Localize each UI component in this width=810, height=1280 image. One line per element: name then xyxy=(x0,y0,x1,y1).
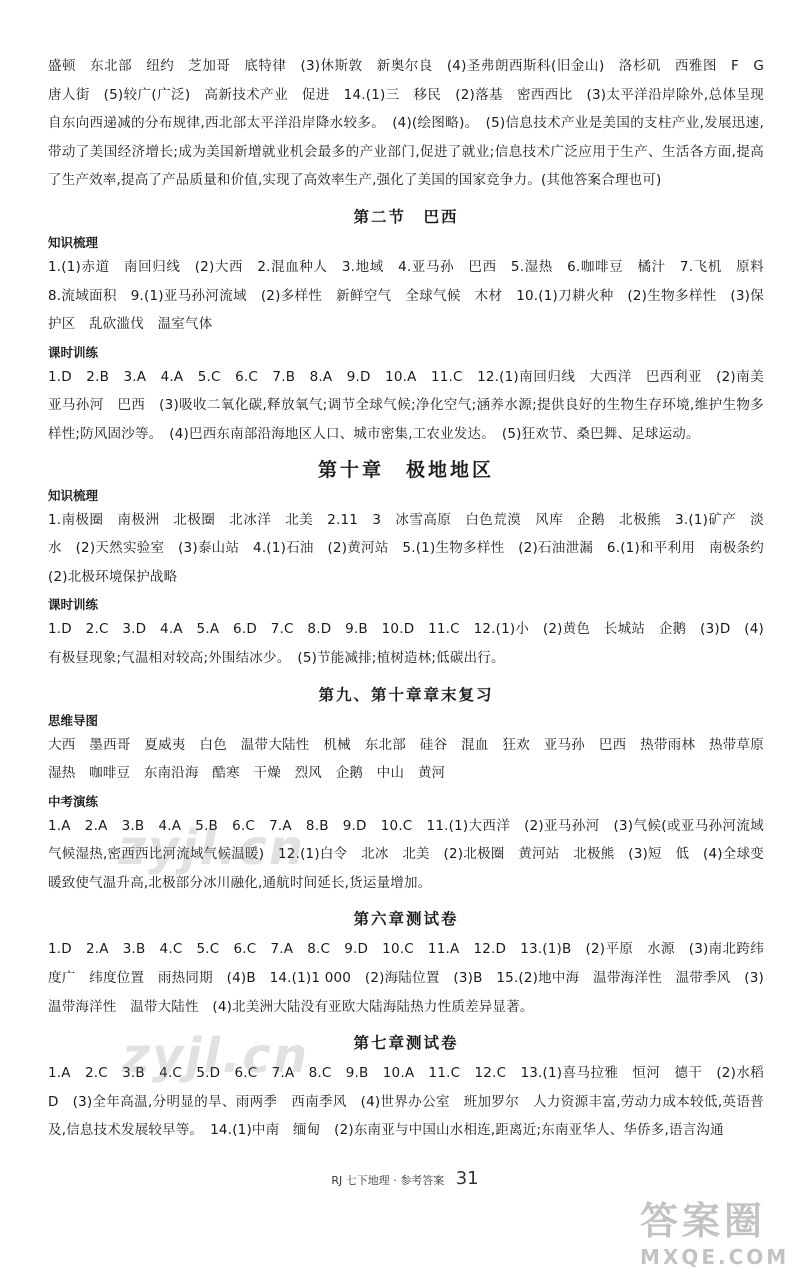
site-logo xyxy=(640,1190,800,1270)
subheading: 思维导图 xyxy=(48,712,99,728)
answer-paragraph: 1.南极圈 南极洲 北极圈 北冰洋 北美 2.11 3 冰雪高原 白色荒漠 风库 企鹅 北极熊 3.(1)矿产 淡水 (2)天然实验室 (3)泰山站 4.(1)石油 (2)黄河站 5.(1)生物多样性 (2)石油泄漏 6.(1)和平利用 南极条约 (2)北极环境保护战略 xyxy=(48,511,778,585)
page-number: 31 xyxy=(455,1168,479,1189)
answer-paragraph: 1.(1)赤道 南回归线 (2)大西 2.混血种人 3.地域 4.亚马孙 巴西 5.湿热 6.咖啡豆 橘汁 7.飞机 原料 8.流域面积 9.(1)亚马孙河流域 (2)多样性 新鲜空气 全球气候 木材 10.(1)刀耕火种 (2)生物多样性 (3)保护区 乱砍滥伐 温室气体 xyxy=(48,258,778,333)
section-title: 第七章测试卷 xyxy=(353,1034,459,1053)
answer-content xyxy=(48,52,778,1145)
subheading: 中考演练 xyxy=(48,793,99,809)
section-title: 第二节 巴西 xyxy=(353,207,459,226)
answer-paragraph: 1.D 2.C 3.D 4.A 5.A 6.D 7.C 8.D 9.B 10.D 11.C 12.(1)小 (2)黄色 长城站 企鹅 (3)D (4)有极昼现象;气温相对较高;外围结冰少。 (5)节能减排;植树造林;低碳出行。 xyxy=(48,621,764,666)
watermark-2: zyjl.cn xyxy=(122,1028,309,1084)
answer-paragraph: 盛顿 东北部 纽约 芝加哥 底特律 (3)休斯敦 新奥尔良 (4)圣弗朗西斯科(旧金山) 洛杉矶 西雅图 F G 唐人街 (5)较广(广泛) 高新技术产业 促进 14.(1)三 移民 (2)落基 密西西比 (3)太平洋沿岸除外,总体呈现自东向西递减的分布规律,西北部太平洋沿岸降水较多。 (4)(绘图略)。 (5)信息技术产业是美国的支柱产业,发展迅速,带动了美国经济增长;成为美国新增就业机会最多的产业部门,促进了就业;信息技术广泛应用于生产、生活各方面,提高了生产效率,提高了产品质量和价值,实现了高效率生产,强化了美国的国家竞争力。(其他答案合理也可) xyxy=(48,58,778,189)
logo-domain: MXQE.COM xyxy=(640,1245,790,1269)
subheading: 知识梳理 xyxy=(48,234,99,250)
subheading: 知识梳理 xyxy=(48,487,99,503)
section-title: 第九、第十章章末复习 xyxy=(318,685,494,704)
logo-title: 答案圈 xyxy=(640,1199,767,1243)
answer-page xyxy=(48,52,778,1145)
subheading: 课时训练 xyxy=(48,597,99,613)
answer-paragraph: 1.A 2.A 3.B 4.A 5.B 6.C 7.A 8.B 9.D 10.C 11.(1)大西洋 (2)亚马孙河 (3)气候(或亚马孙河流域气候湿热,密西西比河流域气候温暖) 12.(1)白令 北冰 北美 (2)北极圈 黄河站 北极熊 (3)短 低 (4)全球变暖致使气温升高,北极部分冰川融化,通航时间延长,货运量增加。 xyxy=(48,817,764,891)
section-title: 第六章测试卷 xyxy=(353,910,459,929)
answer-paragraph: 1.D 2.A 3.B 4.C 5.C 6.C 7.A 8.C 9.D 10.C 11.A 12.D 13.(1)B (2)平原 水源 (3)南北跨纬度广 纬度位置 雨热同期 (4)B 14.(1)1 000 (2)海陆位置 (3)B 15.(2)地中海 温带海洋性 温带季风 (3)温带海洋性 温带大陆性 (4)北美洲大陆没有亚欧大陆海陆热力性质差异显著。 xyxy=(48,941,764,1015)
answer-paragraph: 大西 墨西哥 夏威夷 白色 温带大陆性 机械 东北部 硅谷 混血 狂欢 亚马孙 巴西 热带雨林 热带草原 湿热 咖啡豆 东南沿海 酷寒 干燥 烈风 企鹅 中山 黄河 xyxy=(48,736,778,782)
answer-paragraph: 1.A 2.C 3.B 4.C 5.D 6.C 7.A 8.C 9.B 10.A 11.C 12.C 13.(1)喜马拉雅 恒河 德干 (2)水稻 D (3)全年高温,分明显的旱、雨两季 西南季风 (4)世界办公室 班加罗尔 人力资源丰富,劳动力成本较低,英语普及,信息技术发展较早等。 14.(1)中南 缅甸 (2)东南亚与中国山水相连,距离近;东南亚华人、华侨多,语言沟通 xyxy=(48,1065,778,1139)
footer-label: RJ 七下地理 · 参考答案 xyxy=(331,1174,445,1187)
page-footer xyxy=(0,1168,810,1189)
watermark-1: zyjl.cn xyxy=(118,820,305,876)
subheading: 课时训练 xyxy=(48,344,99,360)
chapter-title: 第十章 极地地区 xyxy=(317,458,494,481)
answer-paragraph: 1.D 2.B 3.A 4.A 5.C 6.C 7.B 8.A 9.D 10.A 11.C 12.(1)南回归线 大西洋 巴西利亚 (2)南美 亚马孙河 巴西 (3)吸收二氧化碳,释放氧气;调节全球气候;净化空气;涵养水源;提供良好的生物生存环境,维护生物多样性;防风固沙等。 (4)巴西东南部沿海地区人口、城市密集,工农业发达。 (5)狂欢节、桑巴舞、足球运动。 xyxy=(48,368,778,442)
